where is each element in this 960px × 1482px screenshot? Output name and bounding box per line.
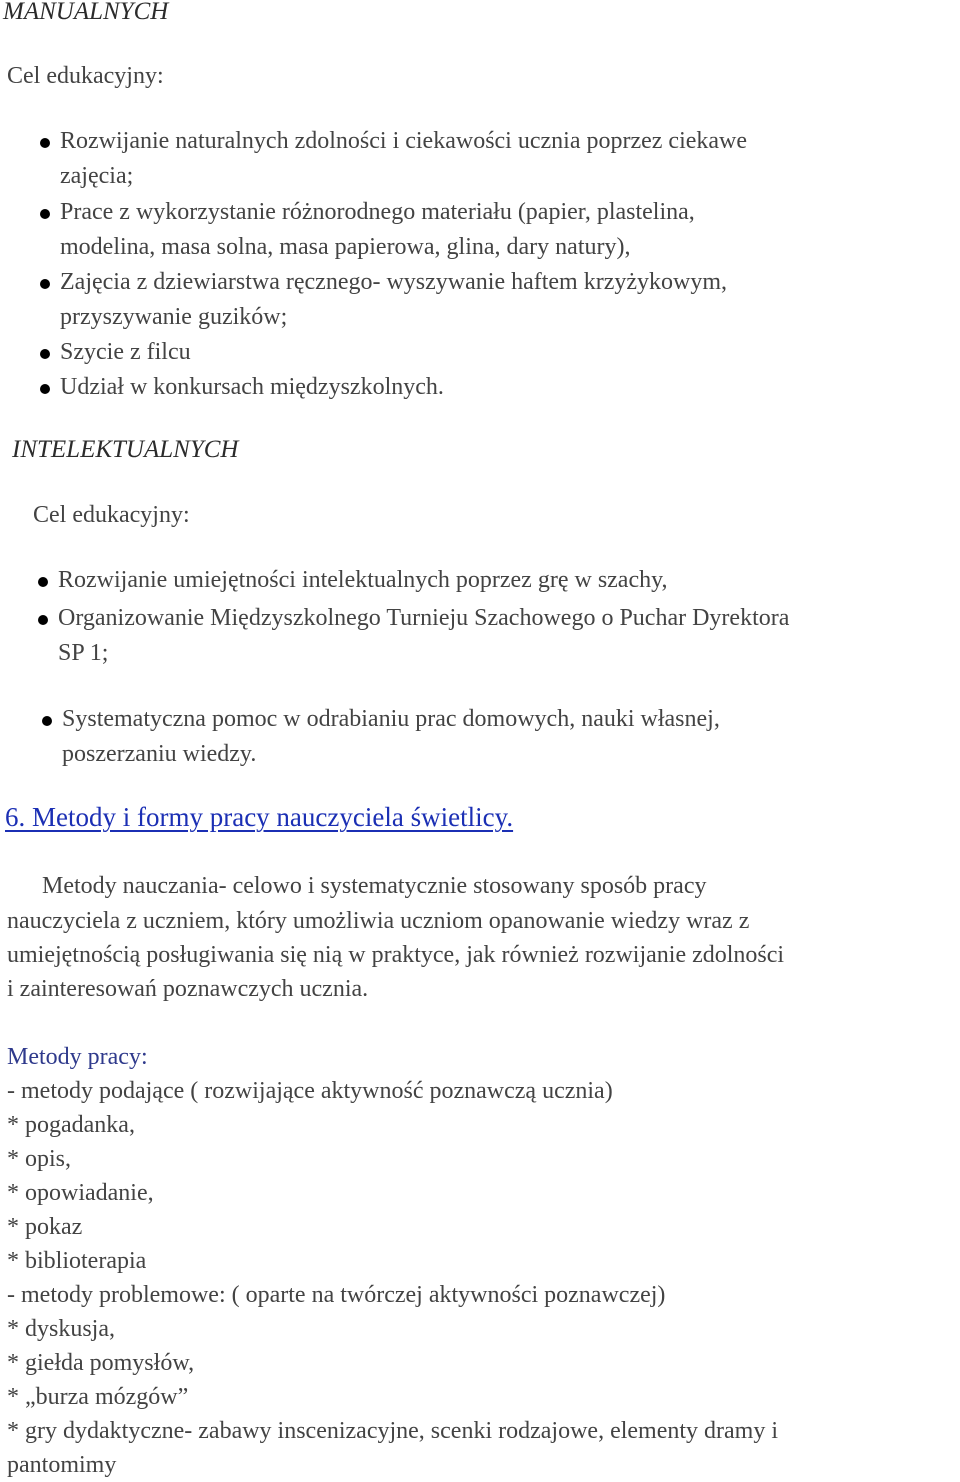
methods-line: * giełda pomysłów, <box>7 1350 195 1376</box>
bullet-icon <box>42 716 52 726</box>
paragraph-line: Metody nauczania- celowo i systematycznie stosowany sposób pracy <box>42 873 707 899</box>
methods-line: * gry dydaktyczne- zabawy inscenizacyjne, scenki rodzajowe, elementy dramy i <box>7 1418 779 1444</box>
list-item-line: Udział w konkursach międzyszkolnych. <box>60 374 444 400</box>
list-item-line: Rozwijanie umiejętności intelektualnych poprzez grę w szachy, <box>58 567 668 593</box>
bullet-icon <box>40 209 50 219</box>
bullet-icon <box>40 349 50 359</box>
methods-line: pantomimy <box>7 1452 117 1478</box>
section-heading-manualnych: MANUALNYCH <box>3 0 169 25</box>
bullet-icon <box>38 577 48 587</box>
list-item-line: przyszywanie guzików; <box>60 304 288 330</box>
list-item-line: Szycie z filcu <box>60 339 191 365</box>
methods-line: * „burza mózgów” <box>7 1384 189 1410</box>
bullet-icon <box>40 138 50 148</box>
methods-line: * dyskusja, <box>7 1316 115 1342</box>
section-heading-metody: 6. Metody i formy pracy nauczyciela świetlicy. <box>5 802 514 832</box>
list-item-line: Rozwijanie naturalnych zdolności i ciekawości ucznia poprzez ciekawe <box>60 128 748 154</box>
methods-line: * pokaz <box>7 1214 83 1240</box>
list-item-line: Organizowanie Międzyszkolnego Turnieju Szachowego o Puchar Dyrektora <box>58 605 790 631</box>
methods-line: - metody podające ( rozwijające aktywność poznawczą ucznia) <box>7 1078 613 1104</box>
goal-label: Cel edukacyjny: <box>7 63 164 89</box>
paragraph-line: umiejętnością posługiwania się nią w praktyce, jak również rozwijanie zdolności <box>7 942 785 968</box>
list-item-line: SP 1; <box>58 640 109 666</box>
goal-label: Cel edukacyjny: <box>33 502 190 528</box>
bullet-icon <box>38 615 48 625</box>
methods-label: Metody pracy: <box>7 1044 148 1070</box>
list-item-line: poszerzaniu wiedzy. <box>62 741 257 767</box>
methods-line: * biblioterapia <box>7 1248 147 1274</box>
methods-line: * pogadanka, <box>7 1112 135 1138</box>
bullet-icon <box>40 279 50 289</box>
list-item-line: zajęcia; <box>60 163 134 189</box>
paragraph-line: i zainteresowań poznawczych ucznia. <box>7 976 369 1002</box>
methods-line: - metody problemowe: ( oparte na twórczej aktywności poznawczej) <box>7 1282 666 1308</box>
section-heading-intelektualnych: INTELEKTUALNYCH <box>12 436 239 463</box>
list-item-line: Zajęcia z dziewiarstwa ręcznego- wyszywanie haftem krzyżykowym, <box>60 269 728 295</box>
bullet-icon <box>40 384 50 394</box>
list-item-line: Systematyczna pomoc w odrabianiu prac domowych, nauki własnej, <box>62 706 720 732</box>
methods-line: * opowiadanie, <box>7 1180 154 1206</box>
methods-line: * opis, <box>7 1146 72 1172</box>
list-item-line: modelina, masa solna, masa papierowa, glina, dary natury), <box>60 234 631 260</box>
paragraph-line: nauczyciela z uczniem, który umożliwia uczniom opanowanie wiedzy wraz z <box>7 908 750 934</box>
list-item-line: Prace z wykorzystanie różnorodnego materiału (papier, plastelina, <box>60 199 695 225</box>
